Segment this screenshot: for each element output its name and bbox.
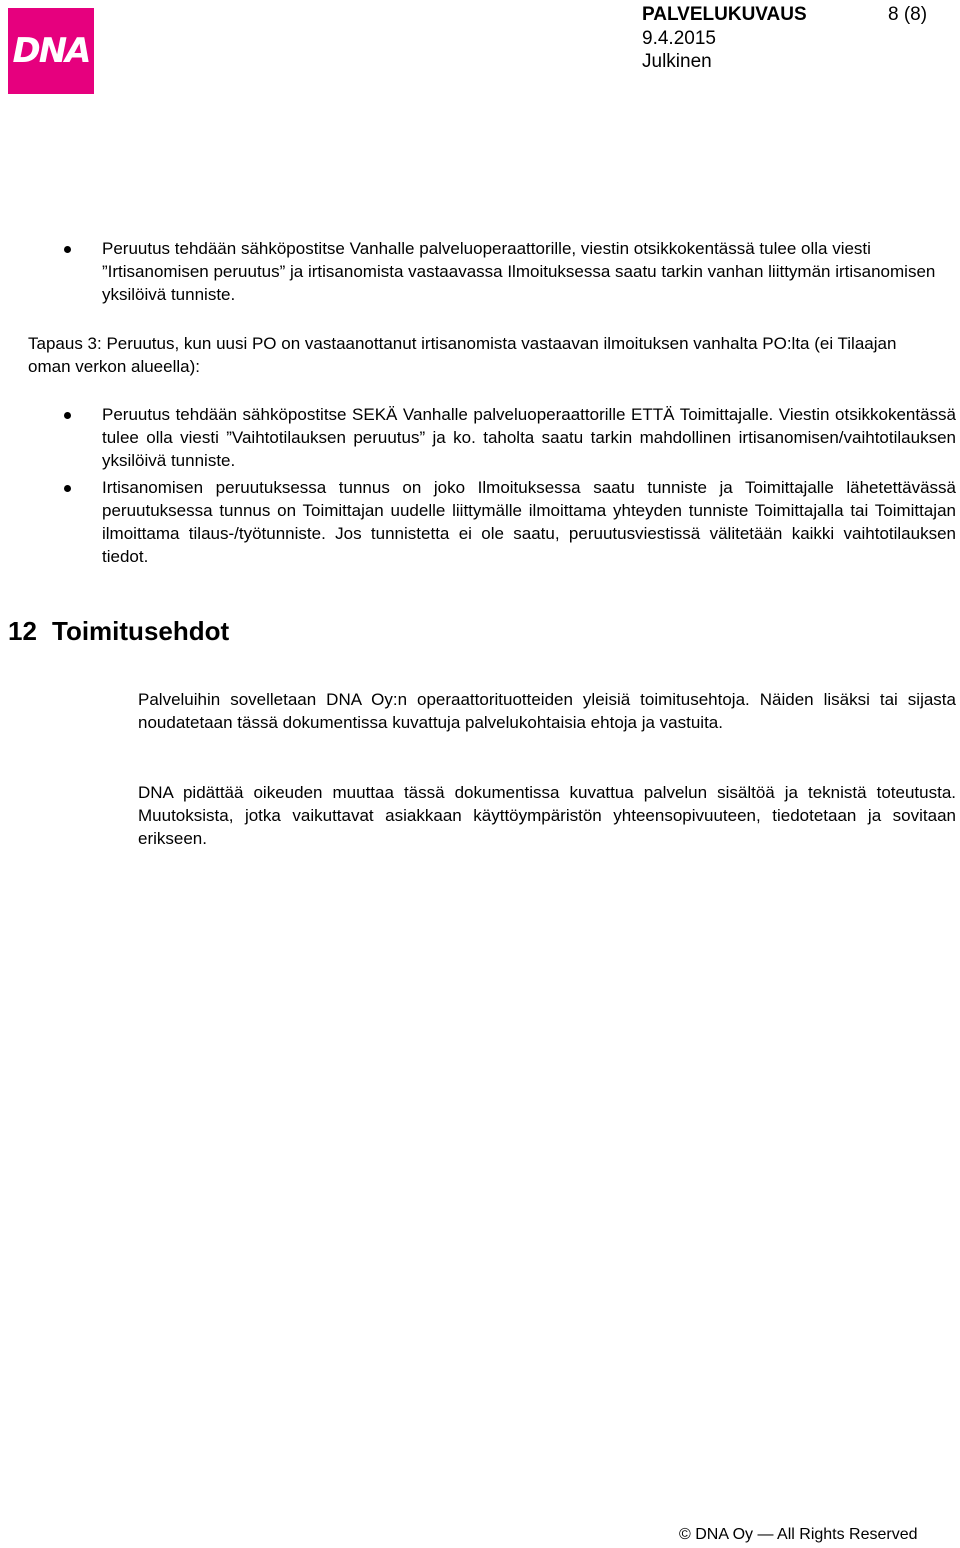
list-item (60, 476, 956, 570)
bullet-text: Peruutus tehdään sähköpostitse SEKÄ Vanhalle palveluoperaattorille ETTÄ Toimittajalle. Viestin otsikkokentässä tulee olla viesti ”Vaihtotilauksen peruutus” ja ko. taholta saatu tarkin mahdollinen irtisanomisen/vaihtotilauksen yksilöivä tunniste. (102, 405, 956, 470)
copyright-footer: © DNA Oy — All Rights Reserved (679, 1526, 918, 1543)
section-heading (8, 616, 229, 647)
bullet-text: Peruutus tehdään sähköpostitse Vanhalle palveluoperaattorille, viestin otsikkokentässä tulee olla viesti ”Irtisanomisen peruutus” ja irtisanomista vastaavassa Ilmoituksessa saatu tarkin vanhan liittymän irtisanomisen yksilöivä tunniste. (102, 239, 936, 304)
section-title: Toimitusehdot (52, 616, 230, 646)
dna-logo: DNA (8, 8, 94, 94)
page-number: 8 (8) (888, 4, 928, 25)
bullet-icon (64, 246, 71, 253)
bullet-icon (64, 412, 71, 419)
document-date: 9.4.2015 (642, 28, 716, 49)
bullet-icon (64, 485, 71, 492)
document-type-title: PALVELUKUVAUS (642, 4, 807, 25)
terms-paragraph-1: Palveluihin sovelletaan DNA Oy:n operaattorituotteiden yleisiä toimitusehtoja. Näiden lisäksi tai sijasta noudatetaan tässä dokumentissa kuvattuja palvelukohtaisia ehtoja ja vastuita. (138, 690, 956, 732)
list-item (60, 237, 956, 307)
classification-label: Julkinen (642, 51, 712, 72)
terms-paragraph-2: DNA pidättää oikeuden muuttaa tässä dokumentissa kuvattua palvelun sisältöä ja teknistä toteutusta. Muutoksista, jotka vaikuttavat asiakkaan käyttöympäristön yhteensopivuuteen, tiedotetaan ja sovitaan erikseen. (138, 783, 956, 848)
case-3-paragraph: Tapaus 3: Peruutus, kun uusi PO on vastaanottanut irtisanomista vastaavan ilmoituksen vanhalta PO:lta (ei Tilaajan oman verkon alueella): (28, 334, 897, 376)
list-item (60, 403, 956, 473)
bullet-text: Irtisanomisen peruutuksessa tunnus on joko Ilmoituksessa saatu tunniste ja Toimittajalle lähetettävässä peruutuksessa tunnus on Toimittajan uudelle liittymälle ilmoittama yhteyden tunniste Toimittajalla tai Toimittajan ilmoittama tilaus-/työtunniste. Jos tunnistetta ei ole saatu, peruutusviestissä välitetään kaikki vaihtotilauksen tiedot. (102, 478, 956, 566)
section-number: 12 (8, 616, 37, 646)
